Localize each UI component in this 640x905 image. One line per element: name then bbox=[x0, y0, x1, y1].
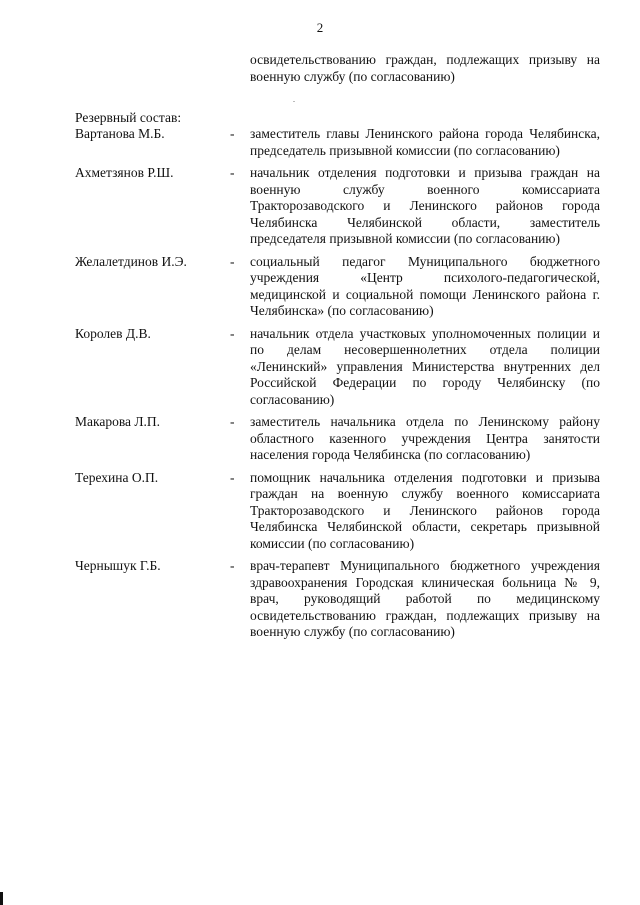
section-title: Резервный состав: bbox=[75, 110, 182, 125]
member-row bbox=[75, 165, 600, 248]
member-row bbox=[75, 414, 600, 464]
member-dash: - bbox=[230, 414, 235, 429]
scan-speck bbox=[293, 101, 295, 102]
scan-edge-mark bbox=[0, 892, 3, 905]
member-name: Чернышук Г.Б. bbox=[75, 558, 161, 573]
member-dash: - bbox=[230, 469, 235, 485]
member-list bbox=[75, 126, 600, 647]
member-dash: - bbox=[230, 165, 235, 180]
member-role: начальник отделения подготовки и призыва граждан на военную службу военного комиссариата Тракторозаводского и Ленинского районов города Челябинска Челябинской области, заместитель председателя призывной комиссии (по согласованию) bbox=[250, 165, 600, 246]
member-name: Желалетдинов И.Э. bbox=[75, 253, 187, 269]
member-name: Ахметзянов Р.Ш. bbox=[75, 165, 174, 180]
member-row bbox=[75, 558, 600, 641]
member-dash: - bbox=[230, 126, 235, 141]
member-role: заместитель главы Ленинского района города Челябинска, председатель призывной комиссии (по согласованию) bbox=[250, 126, 600, 158]
member-role: социальный педагог Муниципального бюджетного учреждения «Центр психолого-педагогической, медицинской и социальной помощи Ленинского района г. Челябинска» (по согласованию) bbox=[250, 253, 600, 318]
member-name: Макарова Л.П. bbox=[75, 414, 161, 429]
member-row bbox=[75, 126, 600, 159]
member-row bbox=[75, 326, 600, 409]
member-name: Королев Д.В. bbox=[75, 325, 151, 341]
intro-continuation-text: освидетельствованию граждан, подлежащих призыву на военную службу (по согласованию) bbox=[250, 52, 600, 84]
member-dash: - bbox=[230, 325, 235, 341]
member-dash: - bbox=[230, 558, 235, 573]
member-name: Терехина О.П. bbox=[75, 469, 159, 485]
member-name: Вартанова М.Б. bbox=[75, 126, 165, 141]
member-role: заместитель начальника отдела по Ленинскому району областного казенного учреждения Центра занятости населения города Челябинска (по согласованию) bbox=[250, 414, 600, 462]
member-role: начальник отдела участковых уполномоченных полиции и по делам несовершеннолетних отдела полиции «Ленинский» управления Министерства внутренних дел Российской Федерации по городу Челябинску (по согласованию) bbox=[250, 325, 600, 407]
page-number: 2 bbox=[316, 20, 324, 35]
member-row bbox=[75, 254, 600, 320]
member-row bbox=[75, 470, 600, 553]
member-dash: - bbox=[230, 253, 235, 269]
member-role: помощник начальника отделения подготовки и призыва граждан на военную службу военного комиссариата Тракторозаводского и Ленинского районов города Челябинска Челябинской области, секретарь призывной комиссии (по согласованию) bbox=[250, 469, 600, 551]
member-role: врач-терапевт Муниципального бюджетного учреждения здравоохранения Городская клиническая больница № 9, врач, руководящий работой по медицинскому освидетельствованию граждан, подлежащих призыву на военную службу (по согласованию) bbox=[250, 558, 600, 639]
